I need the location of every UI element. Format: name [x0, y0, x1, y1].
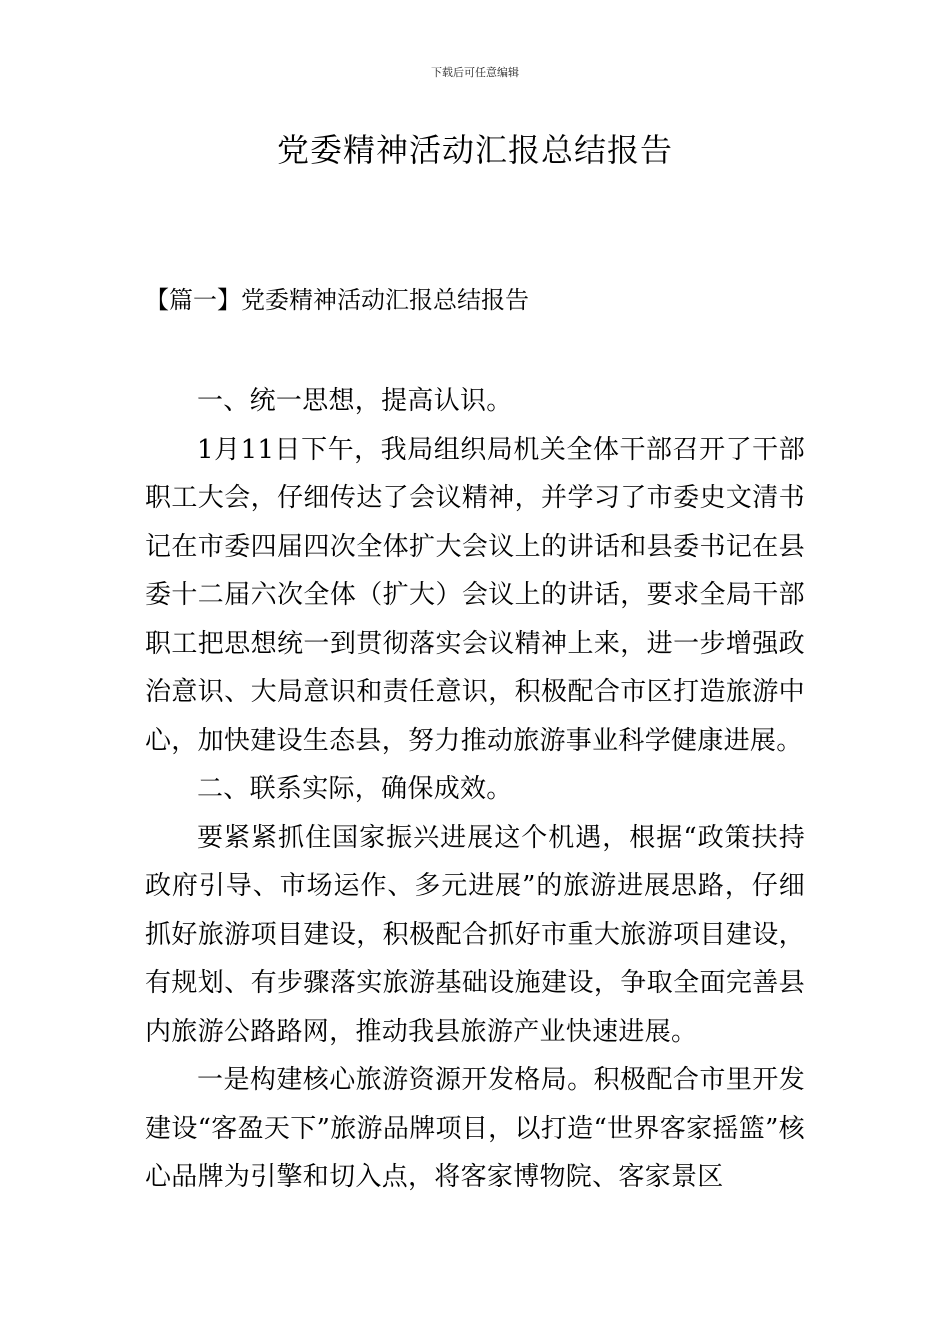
paragraph: 1月11日下午，我局组织局机关全体干部召开了干部职工大会，仔细传达了会议精神，并学习了市委史文清书记在市委四届四次全体扩大会议上的讲话和县委书记在县委十二届六次全体（扩大）会议上的讲话，要求全局干部职工把思想统一到贯彻落实会议精神上来，进一步增强政治意识、大局意识和责任意识，积极配合市区打造旅游中心，加快建设生态县，努力推动旅游事业科学健康进展。 — [145, 434, 805, 756]
body-text — [145, 377, 805, 1202]
document-title: 党委精神活动汇报总结报告 — [276, 131, 673, 169]
section-heading: 【篇一】党委精神活动汇报总结报告 — [145, 286, 529, 314]
paragraph: 要紧紧抓住国家振兴进展这个机遇，根据“政策扶持政府引导、市场运作、多元进展”的旅游进展思路，仔细抓好旅游项目建设，积极配合抓好市重大旅游项目建设，有规划、有步骤落实旅游基础设施建设，争取全面完善县内旅游公路路网，推动我县旅游产业快速进展。 — [145, 822, 805, 1047]
paragraph: 一是构建核心旅游资源开发格局。积极配合市里开发建设“客盈天下”旅游品牌项目，以打造“世界客家摇篮”核心品牌为引擎和切入点，将客家博物院、客家景区 — [145, 1065, 805, 1192]
paragraph-heading-2: 二、联系实际，确保成效。 — [197, 774, 513, 804]
paragraph-heading-1: 一、统一思想，提高认识。 — [197, 386, 513, 416]
header-note: 下载后可任意编辑 — [431, 66, 519, 79]
